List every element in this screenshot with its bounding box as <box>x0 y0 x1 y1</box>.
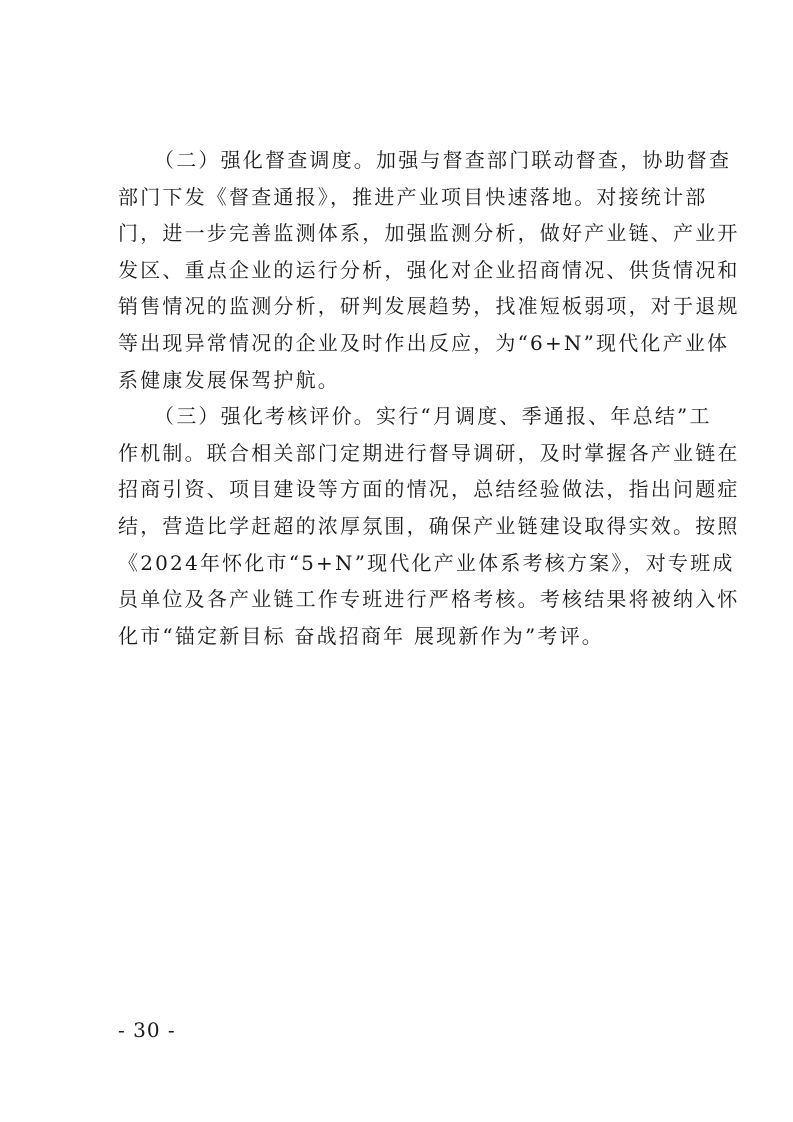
paragraph-section-3-line-4: 结，营造比学赶超的浓厚氛围，确保产业链建设取得实效。按照 <box>118 513 740 538</box>
document-body <box>118 142 740 654</box>
paragraph-section-2-line-2: 部门下发《督查通报》，推进产业项目快速落地。对接统计部 <box>118 184 708 209</box>
page-number: - 30 - <box>118 1018 176 1042</box>
paragraph-section-2-line-4: 发区、重点企业的运行分析，强化对企业招商情况、供货情况和 <box>118 257 740 282</box>
paragraph-section-3-line-6: 员单位及各产业链工作专班进行严格考核。考核结果将被纳入怀 <box>118 587 740 612</box>
paragraph-section-3-line-3: 招商引资、项目建设等方面的情况，总结经验做法，指出问题症 <box>118 477 740 502</box>
paragraph-section-2-line-5: 销售情况的监测分析，研判发展趋势，找准短板弱项，对于退规 <box>118 294 740 319</box>
paragraph-section-3-line-7: 化市“锚定新目标 奋战招商年 展现新作为”考评。 <box>118 623 604 648</box>
paragraph-section-2-line-6: 等出现异常情况的企业及时作出反应，为“6+N”现代化产业体 <box>118 330 730 355</box>
paragraph-section-2-line-3: 门，进一步完善监测体系，加强监测分析，做好产业链、产业开 <box>118 221 740 246</box>
paragraph-section-2-line-7: 系健康发展保驾护航。 <box>118 367 340 392</box>
paragraph-section-3-line-1: （三）强化考核评价。实行“月调度、季通报、年总结”工 <box>154 404 712 429</box>
paragraph-section-3-line-2: 作机制。联合相关部门定期进行督导调研，及时掌握各产业链在 <box>118 440 740 465</box>
paragraph-section-2-line-1: （二）强化督查调度。加强与督查部门联动督查，协助督查 <box>154 148 732 172</box>
paragraph-section-3-line-5: 《2024年怀化市“5+N”现代化产业体系考核方案》，对专班成 <box>118 550 735 575</box>
